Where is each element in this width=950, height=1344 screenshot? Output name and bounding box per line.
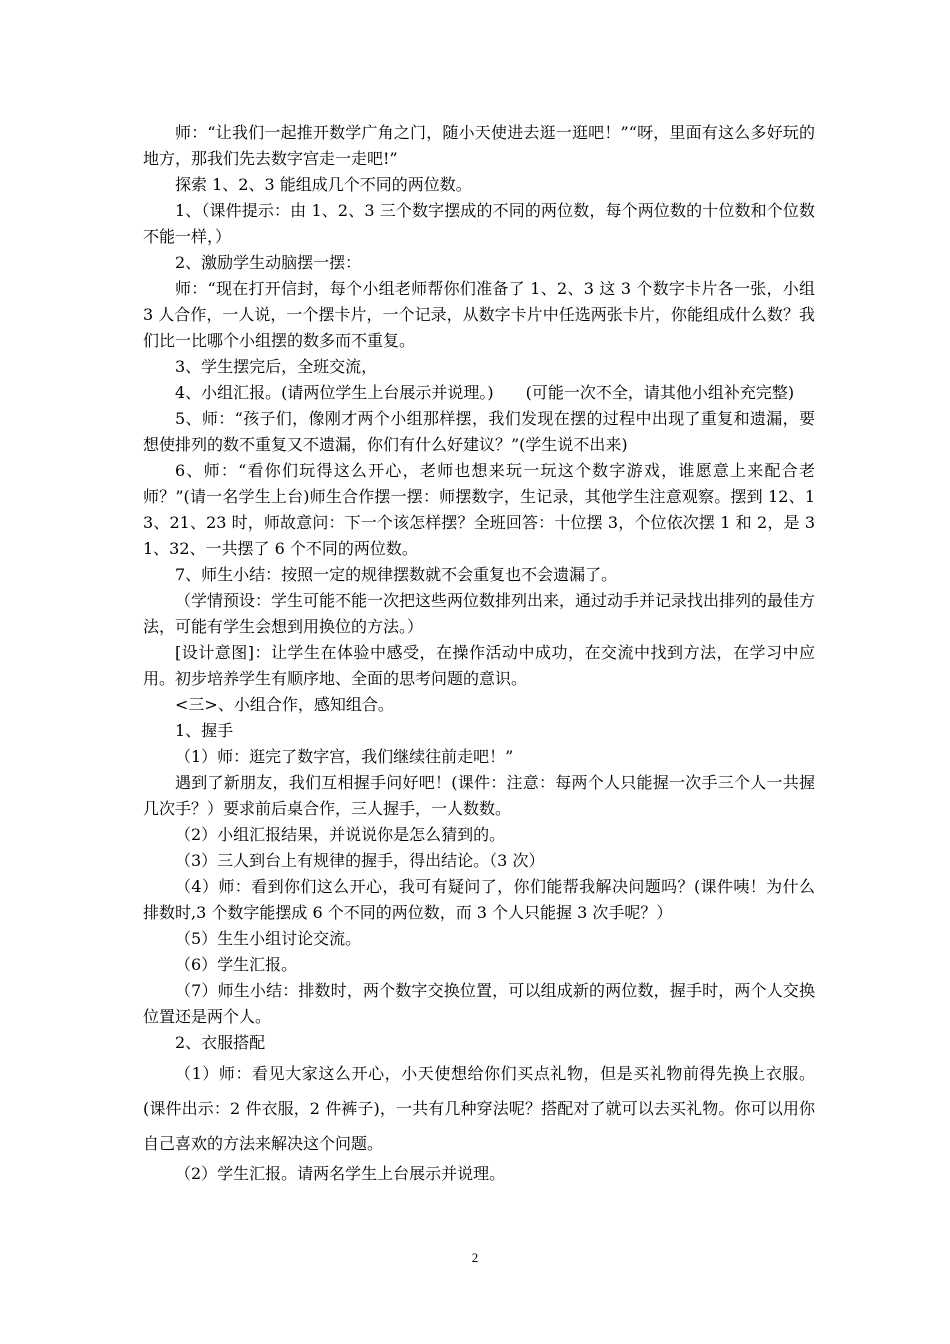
paragraph-handshake-4: （4）师：看到你们这么开心，我可有疑问了，你们能帮我解决问题吗？(课件咦！为什么排数时,3 个数字能摆成 6 个不同的两位数，而 3 个人只能握 3 次手呢？） [143,877,815,922]
paragraph-handshake-5: （5）生生小组讨论交流。 [175,929,362,948]
section-heading-3: <三>、小组合作，感知组合。 [175,695,394,714]
subheading-clothing: 2、衣服搭配 [175,1033,266,1052]
paragraph-handshake-7: （7）师生小结：排数时，两个数字交换位置，可以组成新的两位数，握手时，两个人交换位置还是两个人。 [143,981,815,1026]
subheading-handshake: 1、握手 [175,721,234,740]
paragraph-step-4: 4、小组汇报。(请两位学生上台展示并说理。) (可能一次不全，请其他小组补充完整) [175,383,795,402]
paragraph-handshake-1: （1）师：逛完了数字宫，我们继续往前走吧！” [175,747,514,766]
paragraph-step-6: 6、师：“看你们玩得这么开心，老师也想来玩一玩这个数字游戏，谁愿意上来配合老师？”(请一名学生上台)师生合作摆一摆：师摆数字，生记录，其他学生注意观察。摆到 12、13、21、23 时，师故意问：下一个该怎样摆？全班回答：十位摆 3，个位依次摆 1 和 2，是 31、32、一共摆了 6 个不同的两位数。 [143,461,815,558]
paragraph-preset: （学情预设：学生可能不能一次把这些两位数排列出来，通过动手并记录找出排列的最佳方法，可能有学生会想到用换位的方法。） [143,591,816,636]
paragraph-handshake-intro: 遇到了新朋友，我们互相握手问好吧！(课件：注意：每两个人只能握一次手三个人一共握几次手？）要求前后桌合作，三人握手，一人数数。 [143,773,815,818]
paragraph-handshake-3: （3）三人到台上有规律的握手，得出结论。（3 次） [175,851,545,870]
paragraph-step-2: 2、激励学生动脑摆一摆： [175,253,362,272]
document-body [143,120,815,1187]
paragraph-step-7: 7、师生小结：按照一定的规律摆数就不会重复也不会遗漏了。 [175,565,618,584]
paragraph-handshake-6: （6）学生汇报。 [175,955,298,974]
paragraph-explore: 探索 1、2、3 能组成几个不同的两位数。 [175,175,472,194]
paragraph-step-5: 5、师：“孩子们，像刚才两个小组那样摆，我们发现在摆的过程中出现了重复和遗漏，要想使排列的数不重复又不遗漏，你们有什么好建议？”(学生说不出来) [143,409,815,454]
paragraph-step-1: 1、（课件提示：由 1、2、3 三个数字摆成的不同的两位数，每个两位数的十位数和个位数不能一样，） [143,201,815,246]
paragraph-step-3: 3、学生摆完后，全班交流， [175,357,378,376]
page-number: 2 [471,1250,479,1265]
paragraph-clothing-1: （1）师：看见大家这么开心，小天使想给你们买点礼物，但是买礼物前得先换上衣服。(课件出示：2 件衣服，2 件裤子)，一共有几种穿法呢？搭配对了就可以去买礼物。你可以用你自己喜欢的方法来解决这个问题。 [143,1064,815,1153]
paragraph-clothing-2: （2）学生汇报。请两名学生上台展示并说理。 [175,1164,506,1183]
paragraph-handshake-2: （2）小组汇报结果，并说说你是怎么猜到的。 [175,825,506,844]
paragraph-intro: 师：“让我们一起推开数学广角之门，随小天使进去逛一逛吧！”“呀，里面有这么多好玩的地方，那我们先去数字宫走一走吧!” [143,123,815,168]
paragraph-teacher-cards: 师：“现在打开信封，每个小组老师帮你们准备了 1、2、3 这 3 个数字卡片各一张，小组 3 人合作，一人说，一个摆卡片，一个记录，从数字卡片中任选两张卡片，你能组成什么数？我们比一比哪个小组摆的数多而不重复。 [143,279,815,350]
paragraph-design-intent: [设计意图]：让学生在体验中感受，在操作活动中成功，在交流中找到方法，在学习中应用。初步培养学生有顺序地、全面的思考问题的意识。 [143,643,815,688]
